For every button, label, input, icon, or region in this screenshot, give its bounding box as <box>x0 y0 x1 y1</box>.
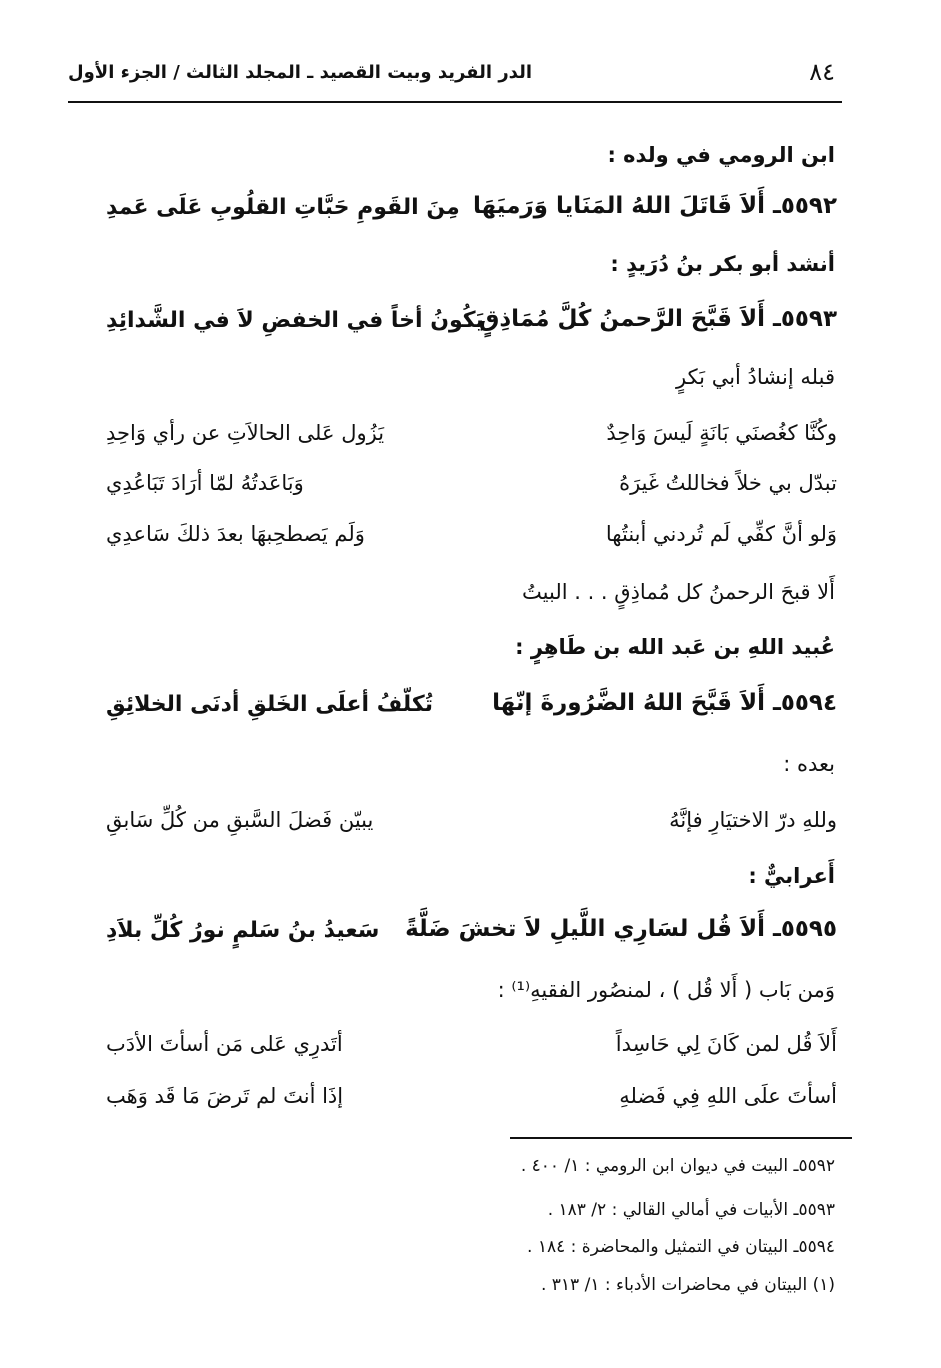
verse-second-hemistich: يَكُونُ أخاً في الخفضِ لاَ في الشَّدائِدِ <box>106 308 484 333</box>
running-header: الدر الفريد وبيت القصيد ـ المجلد الثالث / الجزء الأول <box>68 62 533 83</box>
page-number: ٨٤ <box>809 58 835 86</box>
verse-first-hemistich: وَلو أنَّ كفِّي لَم تُردني أبنتُها <box>605 522 837 546</box>
text-line: وَمن بَاب ( أَلا قُل ) ، لمنصُور الفقيهِ⁽¹⁾ : <box>497 978 835 1002</box>
verse-first-hemistich: ٥٥٩٥ـ أَلاَ قُل لسَارِي اللَّيلِ لاَ تخشَ ضَلَّةً <box>405 916 837 942</box>
verse-second-hemistich: مِنَ القَومِ حَبَّاتِ القلُوبِ عَلَى عَمدِ <box>106 195 460 220</box>
verse-first-hemistich: وكُنَّا كغُصنَي بَانَةٍ لَيسَ وَاحِدٌ <box>606 421 837 445</box>
verse-second-hemistich: يَزُول عَلى الحالاَتِ عن رأي وَاحِدِ <box>106 421 385 445</box>
verse-first-hemistich: أسأتَ علَى اللهِ فِي فَضلهِ <box>619 1084 837 1108</box>
verse-first-hemistich: تبدّل بي خلاً فخاللتُ غَيرَهُ <box>619 471 837 495</box>
intro-line: أنشد أبو بكر بنُ دُرَيدٍ : <box>610 252 835 276</box>
footnote: ٥٥٩٢ـ البيت في ديوان ابن الرومي : ١/ ٤٠٠ . <box>520 1156 835 1176</box>
verse-second-hemistich: وَبَاعَدتُهُ لمّا أرَادَ تَبَاعُدِي <box>106 471 304 495</box>
footnote: (١) البيتان في محاضرات الأدباء : ١/ ٣١٣ . <box>540 1275 835 1295</box>
verse-first-hemistich: ٥٥٩٢ـ أَلاَ قَاتَلَ اللهُ المَنَايا وَرَميَهَا <box>472 193 837 219</box>
verse-second-hemistich: وَلَم يَصطحِبهَا بعدَ ذلكَ سَاعدِي <box>106 522 365 546</box>
footnote: ٥٥٩٣ـ الأبيات في أمالي القالي : ٢/ ١٨٣ . <box>547 1200 835 1220</box>
intro-line: أَعرابيٌّ : <box>748 864 835 888</box>
text-line: أَلا قبحَ الرحمنُ كل مُماذِقٍ . . . البيتُ <box>522 580 835 604</box>
footnote: ٥٥٩٤ـ البيتان في التمثيل والمحاضرة : ١٨٤ . <box>527 1237 835 1257</box>
verse-first-hemistich: ٥٥٩٤ـ أَلاَ قَبَّحَ اللهُ الضَّرُورةَ إنّهَا <box>492 690 837 716</box>
verse-second-hemistich: إذَا أنتَ لم تَرضَ مَا قَد وَهَب <box>106 1084 344 1108</box>
verse-second-hemistich: يبيّن فَضلَ السَّبقِ من كُلِّ سَابقِ <box>106 808 374 832</box>
verse-second-hemistich: تُكلّفُ أعلَى الخَلقِ أدنَى الخلائِقِ <box>106 692 433 717</box>
verse-first-hemistich: وللهِ درّ الاختيَارِ فإنَّهُ <box>669 808 837 832</box>
verse-second-hemistich: سَعيدُ بنُ سَلمٍ نورُ كُلِّ بلاَدِ <box>106 918 380 943</box>
verse-first-hemistich: ٥٥٩٣ـ أَلاَ قَبَّحَ الرَّحمنُ كُلَّ مُمَاذِقٍ <box>478 306 837 332</box>
header-rule <box>68 101 842 103</box>
verse-first-hemistich: أَلاَ قُل لمن كَانَ لِي حَاسِداً <box>615 1032 837 1056</box>
intro-line: عُبيد اللهِ بن عَبد الله بن طَاهِرٍ : <box>515 635 835 659</box>
footnote-rule <box>510 1137 852 1139</box>
intro-line: ابن الرومي في ولده : <box>607 143 835 167</box>
text-line: قبله إنشادُ أبي بَكرٍ <box>676 365 835 389</box>
text-line: بعده : <box>783 752 835 776</box>
verse-second-hemistich: أتَدرِي عَلى مَن أسأتَ الأدَب <box>106 1032 343 1056</box>
